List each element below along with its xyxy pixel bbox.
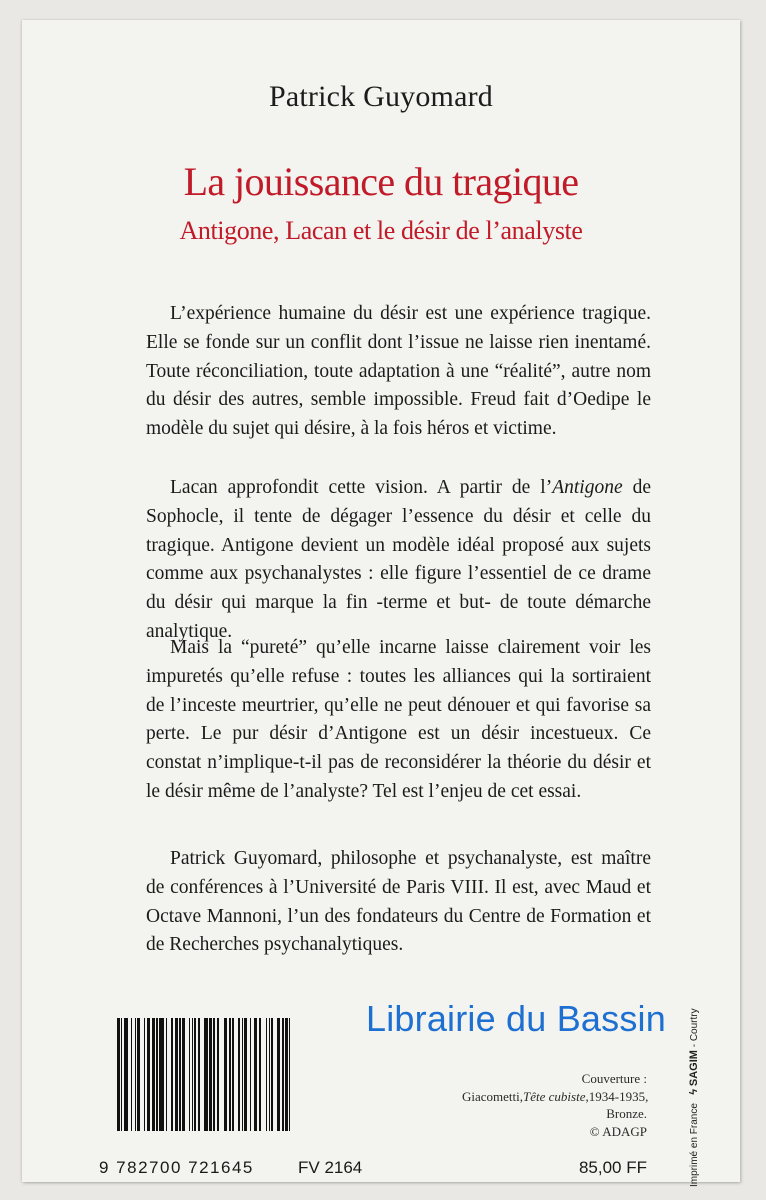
author-bio: Patrick Guyomard, philosophe et psychanalyste, est maître de conférences à l’Université de Paris VIII. Il est, avec Maud et Octave Mannoni, l’un des fondateurs du Centre de Formation et de Recherches psychanalytiques. <box>146 848 651 956</box>
bookstore-watermark: Librairie du Bassin <box>366 998 666 1039</box>
printer-logo: ϟ <box>688 1088 700 1095</box>
blurb-paragraph-3: Mais la “pureté” qu’elle incarne laisse clairement voir les impuretés qu’elle refuse : toutes les alliances qui la sortiraient de l’inceste meurtrier, qu’elle ne peut dénouer et qui favorise sa perte. Le pur désir d’Antigone est un désir incestueux. Ce constat n’implique-t-il pas de reconsidérer la théorie du désir et le désir même de l’analyste? Tel est l’enjeu de cet essai. <box>146 637 651 802</box>
price: 85,00 FF <box>578 1158 647 1177</box>
barcode-bar <box>290 1018 291 1131</box>
blurb-paragraph-2: Lacan approfondit cette vision. A partir de l’Antigone de Sophocle, il tente de dégager l’essence du désir et celle du tragique. Antigone devient un modèle idéal proposé aux sujets comme aux psychanalystes : elle figure l’essentiel de ce drame du désir qui marque la fin -terme et but- de toute démarche analytique. <box>146 477 651 642</box>
italic-title: Antigone <box>552 477 623 498</box>
product-code: FV 2164 <box>298 1158 363 1177</box>
printer-imprint: Imprimé en France ϟ SAGIM - Courtry <box>688 1008 700 1187</box>
blurb-paragraph-1: L’expérience humaine du désir est une expérience tragique. Elle se fonde sur un conflit dont l’issue ne laisse rien inentamé. Toute réconciliation, toute adaptation à une “réalité”, autre nom du désir des autres, semble impossible. Freud fait d’Oedipe le modèle du sujet qui désire, à la fois héros et victime. <box>146 303 651 440</box>
book-title: La jouissance du tragique <box>183 159 579 204</box>
barcode <box>117 1018 292 1131</box>
author-name: Patrick Guyomard <box>269 80 493 113</box>
isbn-number: 9 782700 721645 <box>99 1158 254 1177</box>
cover-credits: Couverture : Giacometti,Tête cubiste,1934-1935, Bronze. © ADAGP <box>462 1071 649 1139</box>
book-subtitle: Antigone, Lacan et le désir de l’analyste <box>179 216 583 245</box>
